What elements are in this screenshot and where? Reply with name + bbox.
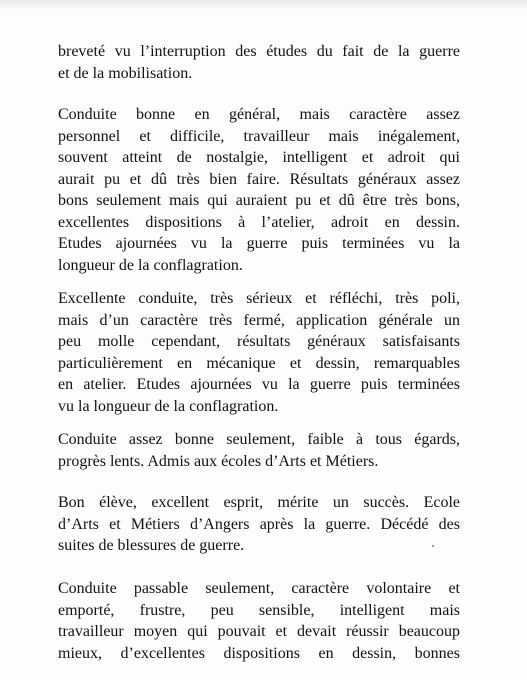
text-line: et de la mobilisation. (58, 64, 193, 82)
scan-speck (432, 545, 434, 547)
text-line: breveté vu l’interruption des études du fait de la guerre (58, 43, 460, 60)
text-line: excellentes dispositions à l’atelier, adroit en dessin. (58, 213, 460, 231)
paragraph-assessment-2 (58, 288, 460, 417)
text-line: bons seulement mais qui auraient pu et dû être très bons, (58, 192, 460, 209)
text-line: Excellente conduite, très sérieux et réfléchi, très poli, (58, 290, 460, 307)
text-line: peu molle cependant, résultats généraux satisfaisants (58, 333, 460, 350)
text-line: Conduite assez bonne seulement, faible à tous égards, (58, 431, 460, 448)
scan-top-edge (0, 0, 527, 10)
text-line: travailleur moyen qui pouvait et devait réussir beaucoup (58, 623, 460, 640)
text-line: Conduite bonne en général, mais caractère assez (58, 106, 460, 123)
paragraph-assessment-1 (58, 104, 460, 276)
paragraph-assessment-5 (58, 578, 460, 664)
text-line: personnel et difficile, travailleur mais inégalement, (58, 127, 460, 145)
text-line: progrès lents. Admis aux écoles d’Arts et Métiers. (58, 452, 379, 470)
text-line: Conduite passable seulement, caractère volontaire et (58, 580, 460, 597)
text-line: aurait pu et dû très bien faire. Résultats généraux assez (58, 170, 460, 188)
text-line: suites de blessures de guerre. (58, 537, 245, 554)
text-line: d’Arts et Métiers d’Angers après la guerre. Décédé des (58, 515, 460, 533)
text-line: souvent atteint de nostalgie, intelligent et adroit qui (58, 149, 460, 166)
paragraph-mobilisation (58, 41, 460, 84)
text-line: en atelier. Etudes ajournées vu la guerre puis terminées (58, 376, 460, 393)
text-line: longueur de la conflagration. (58, 256, 243, 274)
text-line: emporté, frustre, peu sensible, intelligent mais (58, 601, 460, 619)
text-line: vu la longueur de la conflagration. (58, 397, 279, 415)
paragraph-assessment-3 (58, 429, 460, 472)
text-line: particulièrement en mécanique et dessin, remarquables (58, 354, 460, 372)
text-line: Etudes ajournées vu la guerre puis terminées vu la (58, 235, 460, 252)
paragraph-assessment-4 (58, 492, 460, 557)
text-line: Bon élève, excellent esprit, mérite un succès. Ecole (58, 494, 460, 511)
text-line: mieux, d’excellentes dispositions en dessin, bonnes (58, 644, 460, 662)
text-line: mais d’un caractère très fermé, application générale un (58, 311, 460, 329)
